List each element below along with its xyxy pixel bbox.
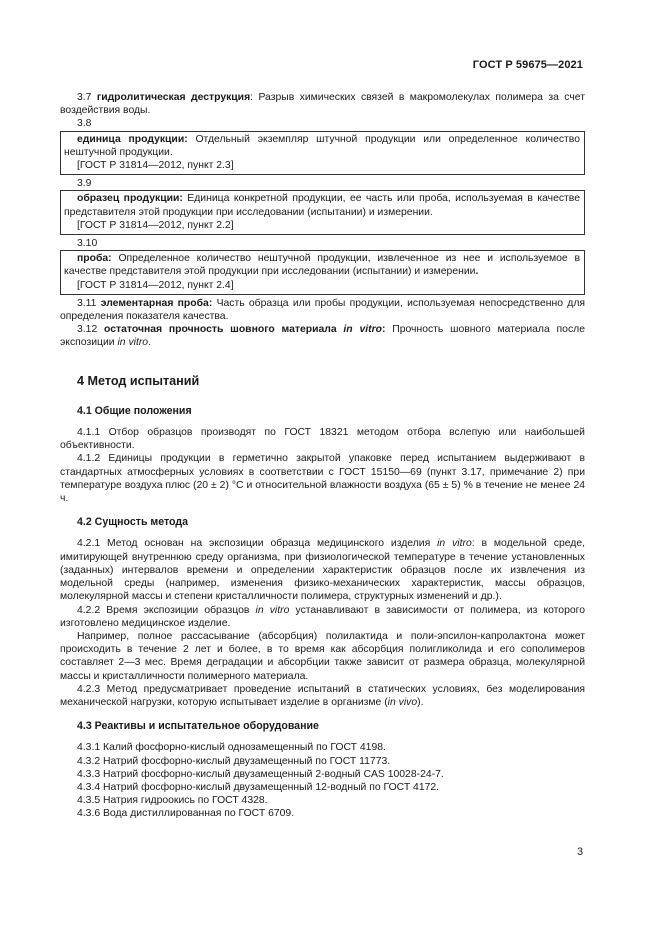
term-definition: Прочность шовного материала после экспозиции [60,324,585,349]
term-definition: Часть образца или пробы продукции, используемая непосредственно для определения показателя качества. [60,297,586,323]
paragraph-4-2-3: 4.2.3 Метод предусматривает проведение испытаний в статических условиях, без моделирования механической нагрузки, которую испытывает изделие в организме (in vivo). [60,683,585,708]
paragraph-4-2-2-example: Например, полное рассасывание (абсорбция) полилактида и поли-эпсилон-капролактона может происходить в течение 2 лет и более, в то время как абсорбция полигликолида и его сополимеров составляет 2—3 мес. Время деградации и абсорбции также зависит от размера образца, молекулярной массы и кристалличности полимерного материала. [60,630,585,682]
subsection-4-1-title: 4.1 Общие положения [77,404,192,417]
document-header: ГОСТ Р 59675—2021 [472,59,583,71]
term-name: единица продукции: [77,133,188,145]
term-3-8-box [60,131,585,176]
paragraph-4-1-1: 4.1.1 Отбор образцов производят по ГОСТ 18321 методом отбора вслепую или наибольшей объективности. [60,427,585,452]
term-number: 3.7 [77,92,92,103]
term-number: 3.12 [77,324,98,336]
term-3-12: 3.12 остаточная прочность шовного материала in vitro: Прочность шовного материала после экспозиции in vitro. [60,324,585,349]
term-3-7 [60,91,585,117]
term-name: остаточная прочность шовного материала in vitro: [104,324,386,336]
list-item: 4.3.4 Натрий фосфорно-кислый двузамещенный 12-водный по ГОСТ 4172. [77,781,440,793]
term-definition: Определенное количество нештучной продукции, извлеченное из нее и используемое в качестве представителя этой продукции при исследовании (испытании) и измерении [64,253,580,278]
document-body [60,91,585,821]
term-definition: Отдельный экземпляр штучной продукции или определенное количество нештучной продукции. [64,133,580,158]
paragraph-4-2-2: 4.2.2 Время экспозиции образцов in vitro устанавливают в зависимости от полимера, из которого изготовлено медицинское изделие. [60,604,585,629]
section-4-title: 4 Метод испытаний [77,373,200,388]
term-number: 3.11 [77,297,97,309]
term-definition: Единица конкретной продукции, ее часть или проба, используемая в качестве представителя этой продукции при исследовании (испытании) и измерении. [64,193,580,218]
paragraph-4-2-1: 4.2.1 Метод основан на экспозиции образца медицинского изделия in vitro: в модельной среде, имитирующей внутреннюю среду организма, при физиологической температуре в течение установленных (заданных) интервалов времени и определении характеристик образцов после их извлечения из модельной среды (например, изменения физико-механических характеристик, массы образцов, молекулярной массы и степени кристалличности полимера, структурных изменений и др.). [60,538,585,603]
term-name: проба: [77,253,112,265]
term-reference: [ГОСТ Р 31814—2012, пункт 2.4] [77,279,234,291]
term-reference: [ГОСТ Р 31814—2012, пункт 2.2] [77,219,234,231]
term-definition: : Разрыв химических связей в макромолекулах полимера за счет воздействия воды. [60,92,585,117]
term-name: элементарная проба: [100,297,213,309]
list-item: 4.3.5 Натрия гидроокись по ГОСТ 4328. [77,795,268,807]
list-item: 4.3.3 Натрий фосфорно-кислый двузамещенный 2-водный CAS 10028-24-7. [77,768,444,780]
term-3-9-number: 3.9 [77,178,92,190]
list-item: 4.3.6 Вода дистиллированная по ГОСТ 6709. [77,808,295,820]
paragraph-4-1-2: 4.1.2 Единицы продукции в герметично закрытой упаковке перед испытанием выдерживают в стандартных атмосферных условиях в соответствии с ГОСТ 15150—69 (пункт 3.17, примечание 2) при температуре воздуха плюс (20 ± 2) °С и относительной влажности воздуха (65 ± 5) % в течение не менее 24 ч. [60,453,585,505]
term-3-10-box: проба: Определенное количество нештучной продукции, извлеченное из нее и используемое в качестве представителя этой продукции при исследовании (испытании) и измерении. [ГОСТ Р 31814—2012, пункт 2.4] [60,250,585,295]
subsection-4-3-title: 4.3 Реактивы и испытательное оборудование [77,720,319,733]
term-3-10-number: 3.10 [77,238,98,250]
term-3-9-box [60,190,585,235]
list-item: 4.3.2 Натрий фосфорно-кислый двузамещенный по ГОСТ 11773. [77,755,391,767]
term-reference: [ГОСТ Р 31814—2012, пункт 2.3] [77,160,234,172]
term-3-8-number: 3.8 [77,118,92,130]
list-item: 4.3.1 Калий фосфорно-кислый однозамещенный по ГОСТ 4198. [77,742,386,754]
term-3-11 [60,297,585,323]
term-name: образец продукции: [77,193,183,205]
page-number: 3 [577,846,583,858]
term-name: гидролитическая деструкция [96,92,251,103]
subsection-4-2-title: 4.2 Сущность метода [77,516,189,529]
